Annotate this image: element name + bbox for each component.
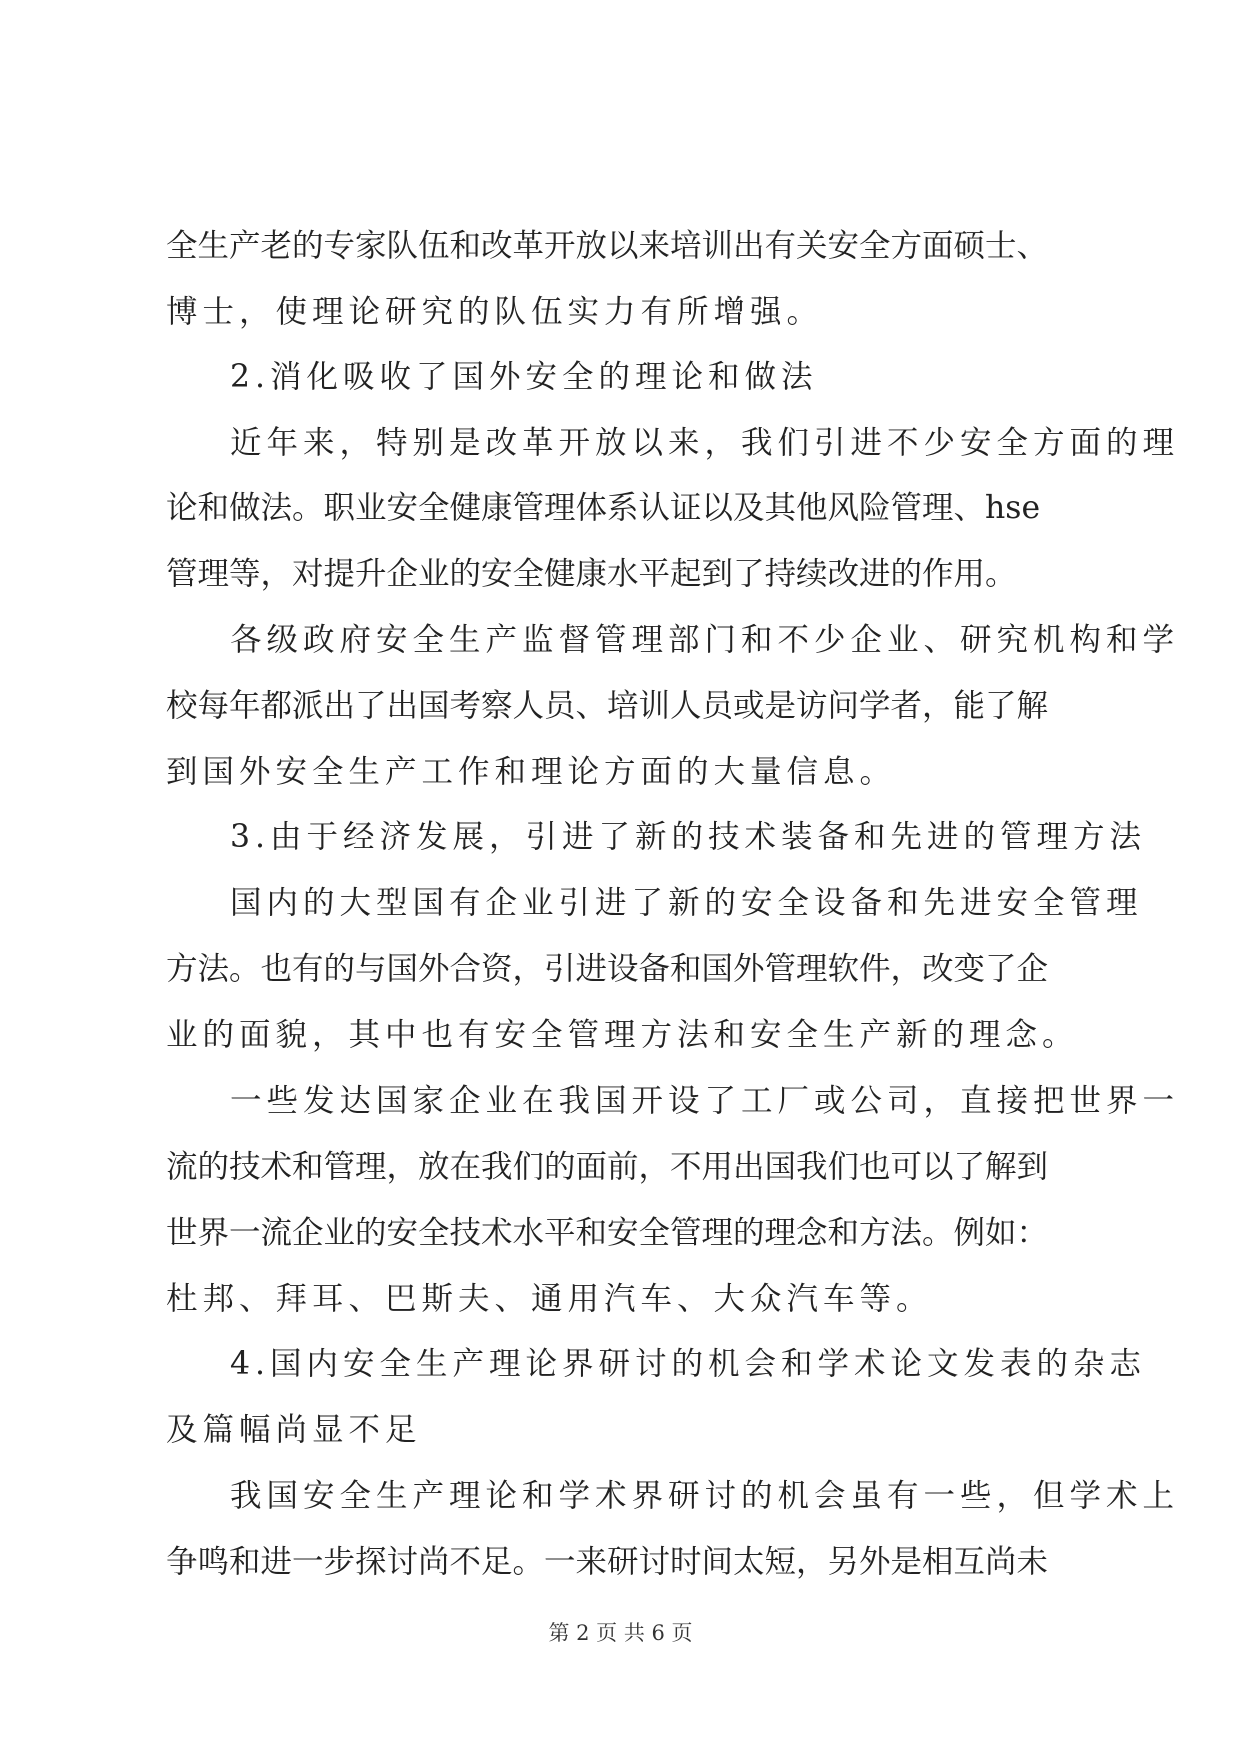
text-line: 近年来，特别是改革开放以来，我们引进不少安全方面的理: [230, 425, 1180, 461]
heading-line: 4.国内安全生产理论界研讨的机会和学术论文发表的杂志: [230, 1346, 1147, 1382]
heading-line: 2.消化吸收了国外安全的理论和做法: [230, 359, 818, 395]
text-line: 我国安全生产理论和学术界研讨的机会虽有一些，但学术上: [230, 1478, 1180, 1514]
heading-line: 及篇幅尚显不足: [166, 1412, 422, 1448]
text-line: 方法。也有的与国外合资，引进设备和国外管理软件，改变了企: [166, 951, 1049, 987]
text-line: 杜邦、拜耳、巴斯夫、通用汽车、大众汽车等。: [166, 1281, 933, 1317]
page-number-footer: 第 2 页 共 6 页: [548, 1621, 693, 1645]
text-line: 国内的大型国有企业引进了新的安全设备和先进安全管理: [230, 885, 1143, 921]
text-line: 各级政府安全生产监督管理部门和不少企业、研究机构和学: [230, 622, 1180, 658]
text-line: 世界一流企业的安全技术水平和安全管理的理念和方法。例如：: [166, 1215, 1049, 1251]
text-line: 博士，使理论研究的队伍实力有所增强。: [166, 294, 824, 330]
text-line: 全生产老的专家队伍和改革开放以来培训出有关安全方面硕士、: [166, 228, 1049, 264]
text-line: 业的面貌，其中也有安全管理方法和安全生产新的理念。: [166, 1017, 1079, 1053]
text-line: 到国外安全生产工作和理论方面的大量信息。: [166, 754, 897, 790]
text-line: 争鸣和进一步探讨尚不足。一来研讨时间太短，另外是相互尚未: [166, 1544, 1049, 1580]
text-line: 管理等，对提升企业的安全健康水平起到了持续改进的作用。: [166, 556, 1017, 592]
heading-line: 3.由于经济发展，引进了新的技术装备和先进的管理方法: [230, 819, 1147, 855]
text-line: 论和做法。职业安全健康管理体系认证以及其他风险管理、hse: [166, 490, 1041, 526]
text-line: 一些发达国家企业在我国开设了工厂或公司，直接把世界一: [230, 1083, 1180, 1119]
text-line: 校每年都派出了出国考察人员、培训人员或是访问学者，能了解: [166, 688, 1049, 724]
text-line: 流的技术和管理，放在我们的面前，不用出国我们也可以了解到: [166, 1149, 1049, 1185]
